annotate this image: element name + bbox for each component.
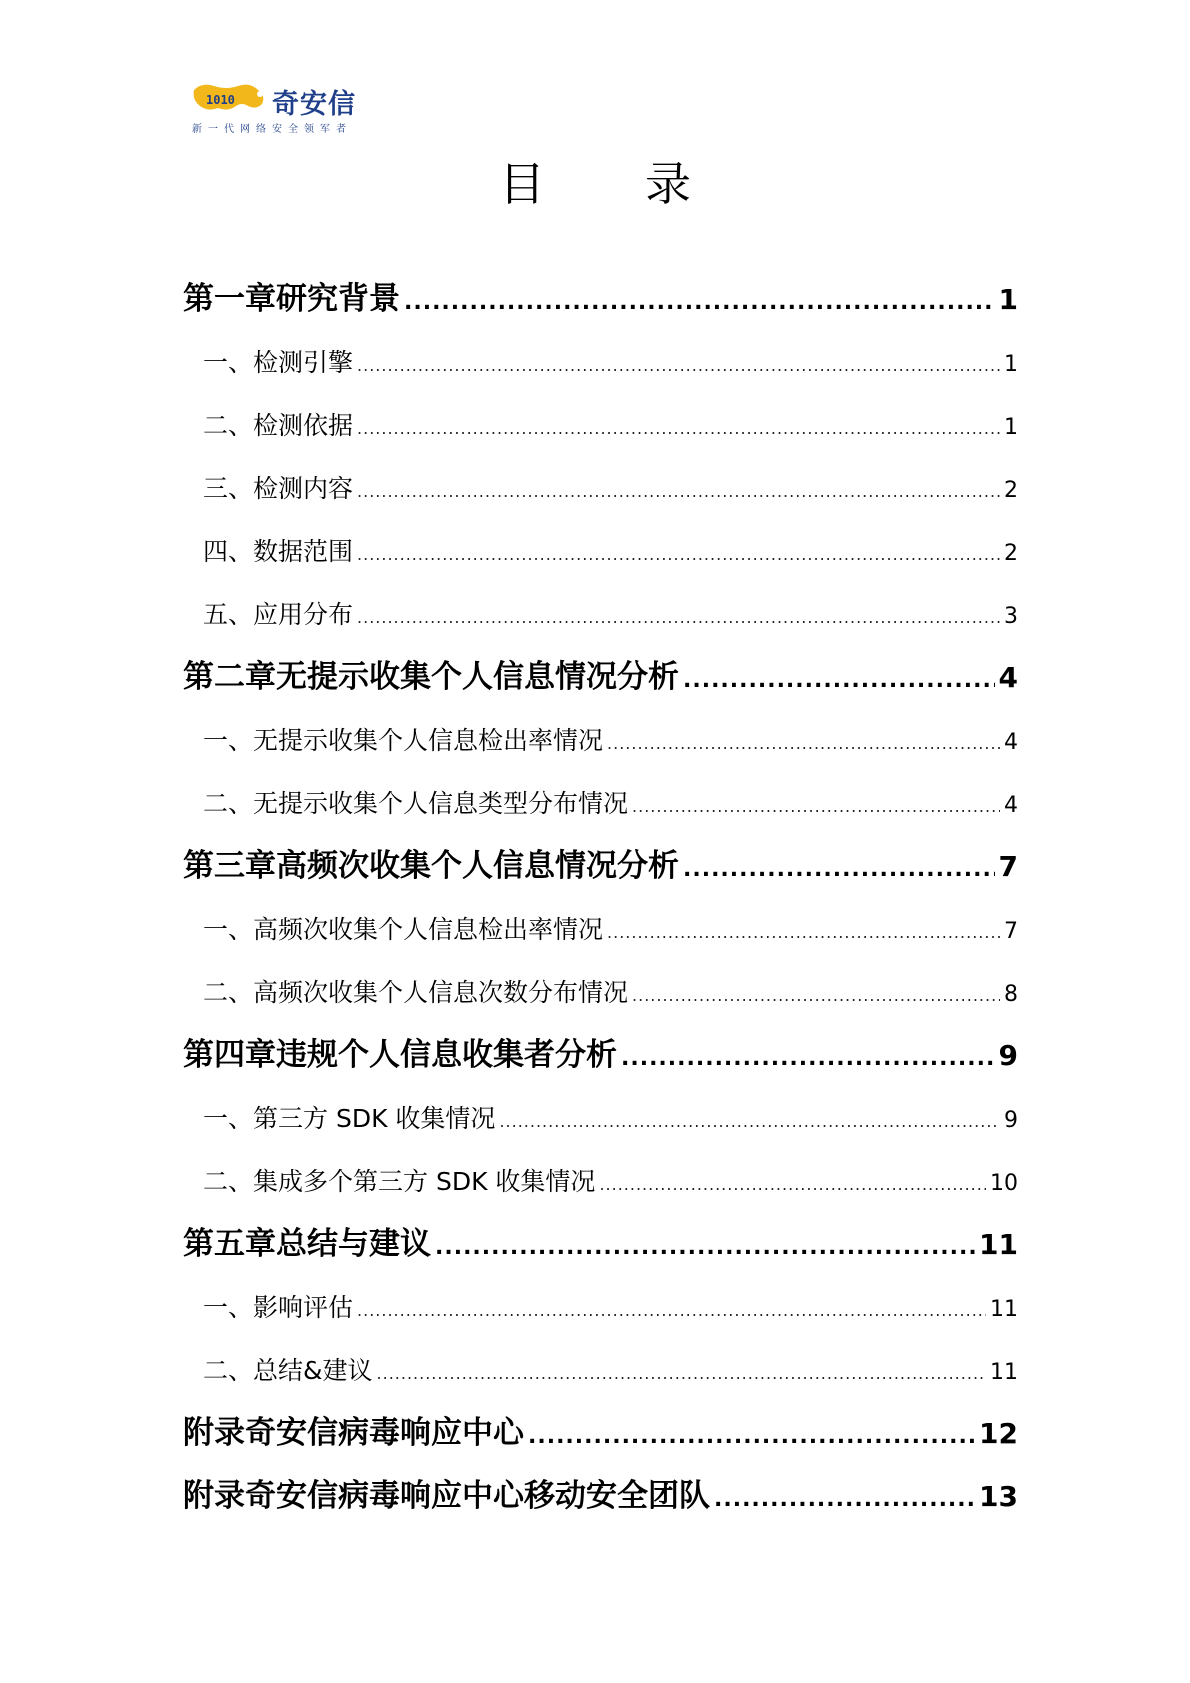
toc-chapter-entry[interactable] bbox=[183, 1402, 1018, 1465]
toc-entry-number: 附录 bbox=[183, 1478, 245, 1514]
toc-dot-leader bbox=[357, 523, 1000, 583]
toc-entry-title: 研究背景 bbox=[276, 281, 400, 317]
toc-entry-title: 总结与建议 bbox=[276, 1226, 431, 1262]
toc-dot-leader bbox=[683, 838, 995, 898]
toc-dot-leader bbox=[607, 712, 1000, 772]
toc-entry-page: 12 bbox=[979, 1417, 1018, 1450]
toc-entry-number: 二、 bbox=[203, 411, 254, 440]
toc-section-entry[interactable] bbox=[183, 1150, 1018, 1213]
toc-entry-title: 无提示收集个人信息类型分布情况 bbox=[253, 789, 629, 818]
toc-entry-title: 奇安信病毒响应中心 bbox=[245, 1415, 524, 1451]
toc-dot-leader bbox=[435, 1216, 975, 1276]
toc-entry-number: 第四章 bbox=[183, 1037, 276, 1073]
toc-entry-page: 7 bbox=[998, 850, 1018, 883]
toc-dot-leader bbox=[404, 271, 995, 331]
toc-entry-number: 一、 bbox=[203, 1104, 254, 1133]
toc-entry-page: 7 bbox=[1004, 919, 1018, 944]
toc-section-entry[interactable] bbox=[183, 1276, 1018, 1339]
toc-entry-page: 4 bbox=[998, 661, 1018, 694]
toc-entry-title: 数据范围 bbox=[253, 537, 354, 566]
toc-entry-title: 总结&建议 bbox=[253, 1356, 373, 1385]
toc-section-entry[interactable] bbox=[183, 1339, 1018, 1402]
toc-section-entry[interactable] bbox=[183, 394, 1018, 457]
toc-entry-title: 集成多个第三方 SDK 收集情况 bbox=[253, 1167, 596, 1196]
toc-entry-title: 检测依据 bbox=[253, 411, 354, 440]
toc-dot-leader bbox=[607, 901, 1000, 961]
toc-dot-leader bbox=[528, 1405, 975, 1465]
toc-dot-leader bbox=[357, 586, 1000, 646]
toc-entry-number: 第一章 bbox=[183, 281, 276, 317]
toc-section-entry[interactable] bbox=[183, 709, 1018, 772]
toc-entry-page: 11 bbox=[990, 1360, 1018, 1385]
toc-entry-number: 一、 bbox=[203, 1293, 254, 1322]
toc-entry-number: 二、 bbox=[203, 978, 254, 1007]
toc-entry-title: 违规个人信息收集者分析 bbox=[276, 1037, 617, 1073]
toc-section-entry[interactable] bbox=[183, 583, 1018, 646]
toc-section-entry[interactable] bbox=[183, 1087, 1018, 1150]
toc-entry-title: 检测内容 bbox=[253, 474, 354, 503]
toc-title-char-1: 目 bbox=[499, 157, 545, 211]
toc-entry-number: 附录 bbox=[183, 1415, 245, 1451]
toc-entry-page: 4 bbox=[1004, 793, 1018, 818]
toc-dot-leader bbox=[621, 1027, 995, 1087]
toc-entry-title: 高频次收集个人信息情况分析 bbox=[276, 848, 679, 884]
toc-entry-number: 第五章 bbox=[183, 1226, 276, 1262]
table-of-contents bbox=[183, 268, 1018, 1528]
toc-entry-number: 第三章 bbox=[183, 848, 276, 884]
toc-entry-page: 3 bbox=[1004, 604, 1018, 629]
toc-dot-leader bbox=[357, 334, 1000, 394]
toc-dot-leader bbox=[599, 1153, 986, 1213]
toc-entry-page: 9 bbox=[1004, 1108, 1018, 1133]
toc-entry-page: 2 bbox=[1004, 478, 1018, 503]
toc-entry-page: 2 bbox=[1004, 541, 1018, 566]
toc-entry-title: 无提示收集个人信息检出率情况 bbox=[253, 726, 604, 755]
toc-entry-page: 10 bbox=[990, 1171, 1018, 1196]
toc-title bbox=[0, 148, 1190, 214]
toc-entry-page: 1 bbox=[1004, 415, 1018, 440]
toc-dot-leader bbox=[632, 964, 1000, 1024]
toc-entry-title: 无提示收集个人信息情况分析 bbox=[276, 659, 679, 695]
toc-entry-number: 一、 bbox=[203, 915, 254, 944]
toc-entry-title: 奇安信病毒响应中心移动安全团队 bbox=[245, 1478, 710, 1514]
toc-entry-number: 四、 bbox=[203, 537, 254, 566]
toc-entry-number: 二、 bbox=[203, 1356, 254, 1385]
toc-entry-page: 13 bbox=[979, 1480, 1018, 1513]
toc-entry-page: 1 bbox=[1004, 352, 1018, 377]
toc-chapter-entry[interactable] bbox=[183, 1213, 1018, 1276]
toc-dot-leader bbox=[357, 397, 1000, 457]
toc-section-entry[interactable] bbox=[183, 772, 1018, 835]
toc-entry-title: 第三方 SDK 收集情况 bbox=[253, 1104, 496, 1133]
toc-entry-number: 三、 bbox=[203, 474, 254, 503]
toc-title-char-2: 录 bbox=[645, 157, 691, 211]
toc-entry-page: 4 bbox=[1004, 730, 1018, 755]
logo-name: 奇安信 bbox=[272, 89, 356, 120]
toc-entry-page: 9 bbox=[998, 1039, 1018, 1072]
toc-entry-number: 二、 bbox=[203, 789, 254, 818]
toc-entry-title: 检测引擎 bbox=[253, 348, 354, 377]
toc-section-entry[interactable] bbox=[183, 457, 1018, 520]
toc-section-entry[interactable] bbox=[183, 331, 1018, 394]
toc-section-entry[interactable] bbox=[183, 961, 1018, 1024]
toc-chapter-entry[interactable] bbox=[183, 268, 1018, 331]
toc-entry-number: 一、 bbox=[203, 348, 254, 377]
toc-chapter-entry[interactable] bbox=[183, 835, 1018, 898]
toc-section-entry[interactable] bbox=[183, 520, 1018, 583]
toc-dot-leader bbox=[357, 1279, 986, 1339]
toc-chapter-entry[interactable] bbox=[183, 1024, 1018, 1087]
toc-dot-leader bbox=[499, 1090, 1000, 1150]
toc-entry-title: 高频次收集个人信息次数分布情况 bbox=[253, 978, 629, 1007]
logo-slogan: 新一代网络安全领军者 bbox=[192, 124, 352, 135]
toc-dot-leader bbox=[357, 460, 1000, 520]
toc-dot-leader bbox=[714, 1468, 975, 1528]
toc-entry-number: 五、 bbox=[203, 600, 254, 629]
toc-chapter-entry[interactable] bbox=[183, 646, 1018, 709]
toc-entry-number: 一、 bbox=[203, 726, 254, 755]
toc-entry-page: 11 bbox=[979, 1228, 1018, 1261]
toc-entry-title: 高频次收集个人信息检出率情况 bbox=[253, 915, 604, 944]
toc-entry-number: 二、 bbox=[203, 1167, 254, 1196]
toc-dot-leader bbox=[377, 1342, 986, 1402]
tiger-logo-icon bbox=[192, 80, 268, 116]
toc-entry-page: 11 bbox=[990, 1297, 1018, 1322]
toc-entry-number: 第二章 bbox=[183, 659, 276, 695]
toc-entry-title: 影响评估 bbox=[253, 1293, 354, 1322]
toc-dot-leader bbox=[683, 649, 995, 709]
toc-chapter-entry[interactable] bbox=[183, 1465, 1018, 1528]
qianxin-logo bbox=[192, 76, 392, 136]
logo-mark-digits: 1010 bbox=[206, 93, 235, 107]
toc-dot-leader bbox=[632, 775, 1000, 835]
toc-entry-title: 应用分布 bbox=[253, 600, 354, 629]
toc-section-entry[interactable] bbox=[183, 898, 1018, 961]
toc-entry-page: 8 bbox=[1004, 982, 1018, 1007]
toc-entry-page: 1 bbox=[998, 283, 1018, 316]
